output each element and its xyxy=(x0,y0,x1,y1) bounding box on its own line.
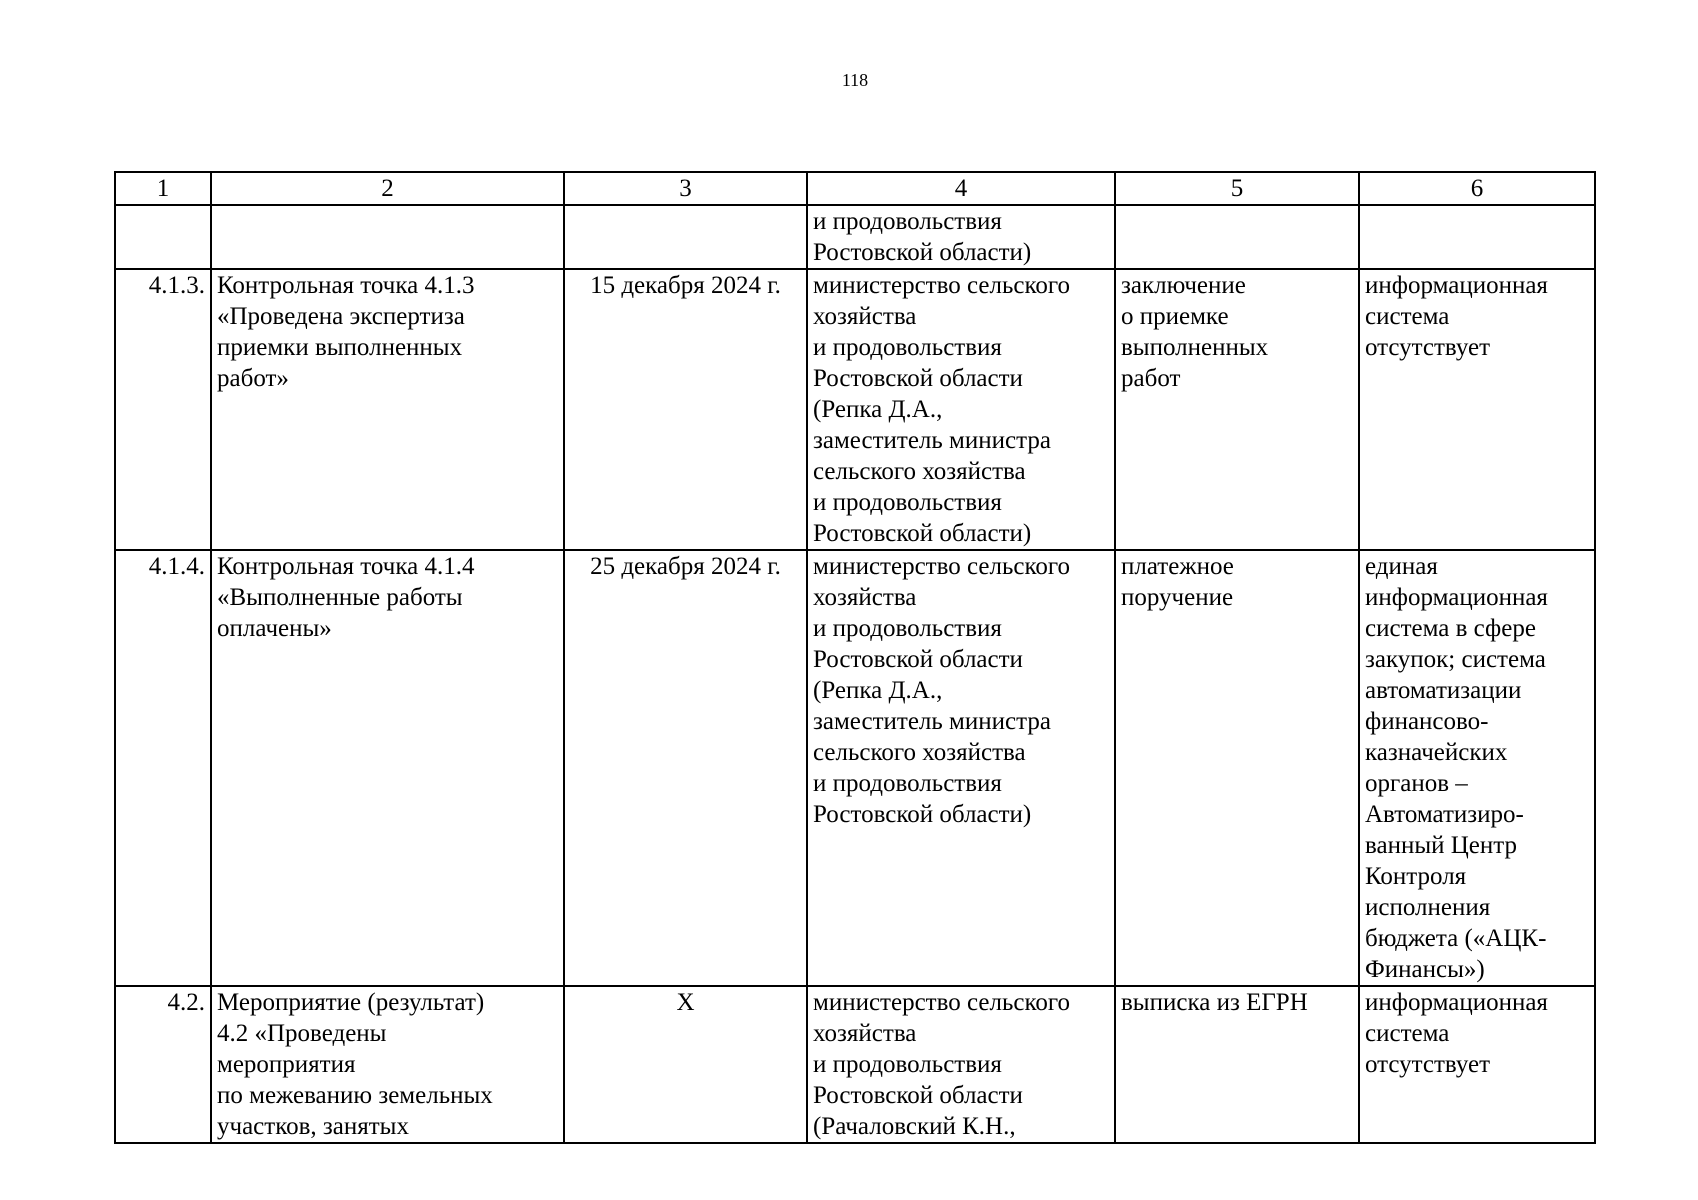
deadline-cell: 25 декабря 2024 г. xyxy=(564,550,807,986)
document-type-cell xyxy=(1115,205,1359,269)
column-number-2: 2 xyxy=(211,172,564,205)
control-point-name-cell: Контрольная точка 4.1.3 «Проведена экспертиза приемки выполненных работ» xyxy=(211,269,564,550)
row-number-cell: 4.2. xyxy=(115,986,211,1143)
control-point-name-cell: Контрольная точка 4.1.4 «Выполненные работы оплачены» xyxy=(211,550,564,986)
table-row-4-1-3 xyxy=(115,269,1595,550)
information-system-cell: информационная система отсутствует xyxy=(1359,269,1595,550)
control-point-name-cell: Мероприятие (результат) 4.2 «Проведены мероприятия по межеванию земельных участков, занятых xyxy=(211,986,564,1143)
column-number-1: 1 xyxy=(115,172,211,205)
column-number-5: 5 xyxy=(1115,172,1359,205)
information-system-cell xyxy=(1359,205,1595,269)
table-row-4-2 xyxy=(115,986,1595,1143)
column-number-4: 4 xyxy=(807,172,1115,205)
table-row-continuation xyxy=(115,205,1595,269)
column-number-row xyxy=(115,172,1595,205)
document-type-cell: выписка из ЕГРН xyxy=(1115,986,1359,1143)
deadline-cell xyxy=(564,205,807,269)
control-points-table xyxy=(114,171,1596,1144)
page-number: 118 xyxy=(841,70,869,90)
table-row-4-1-4 xyxy=(115,550,1595,986)
row-number-cell xyxy=(115,205,211,269)
document-type-cell: платежное поручение xyxy=(1115,550,1359,986)
control-point-name-cell xyxy=(211,205,564,269)
responsible-cell: министерство сельского хозяйства и продовольствия Ростовской области (Репка Д.А., заместитель министра сельского хозяйства и продовольствия Ростовской области) xyxy=(807,269,1115,550)
document-type-cell: заключение о приемке выполненных работ xyxy=(1115,269,1359,550)
information-system-cell: информационная система отсутствует xyxy=(1359,986,1595,1143)
information-system-cell: единая информационная система в сфере закупок; система автоматизации финансово- казначейских органов – Автоматизиро- ванный Центр Контроля исполнения бюджета («АЦК- Финансы») xyxy=(1359,550,1595,986)
responsible-cell: министерство сельского хозяйства и продовольствия Ростовской области (Репка Д.А., заместитель министра сельского хозяйства и продовольствия Ростовской области) xyxy=(807,550,1115,986)
row-number-cell: 4.1.3. xyxy=(115,269,211,550)
responsible-cell: и продовольствия Ростовской области) xyxy=(807,205,1115,269)
deadline-cell: Х xyxy=(564,986,807,1143)
row-number-cell: 4.1.4. xyxy=(115,550,211,986)
column-number-6: 6 xyxy=(1359,172,1595,205)
responsible-cell: министерство сельского хозяйства и продовольствия Ростовской области (Рачаловский К.Н., xyxy=(807,986,1115,1143)
column-number-3: 3 xyxy=(564,172,807,205)
deadline-cell: 15 декабря 2024 г. xyxy=(564,269,807,550)
